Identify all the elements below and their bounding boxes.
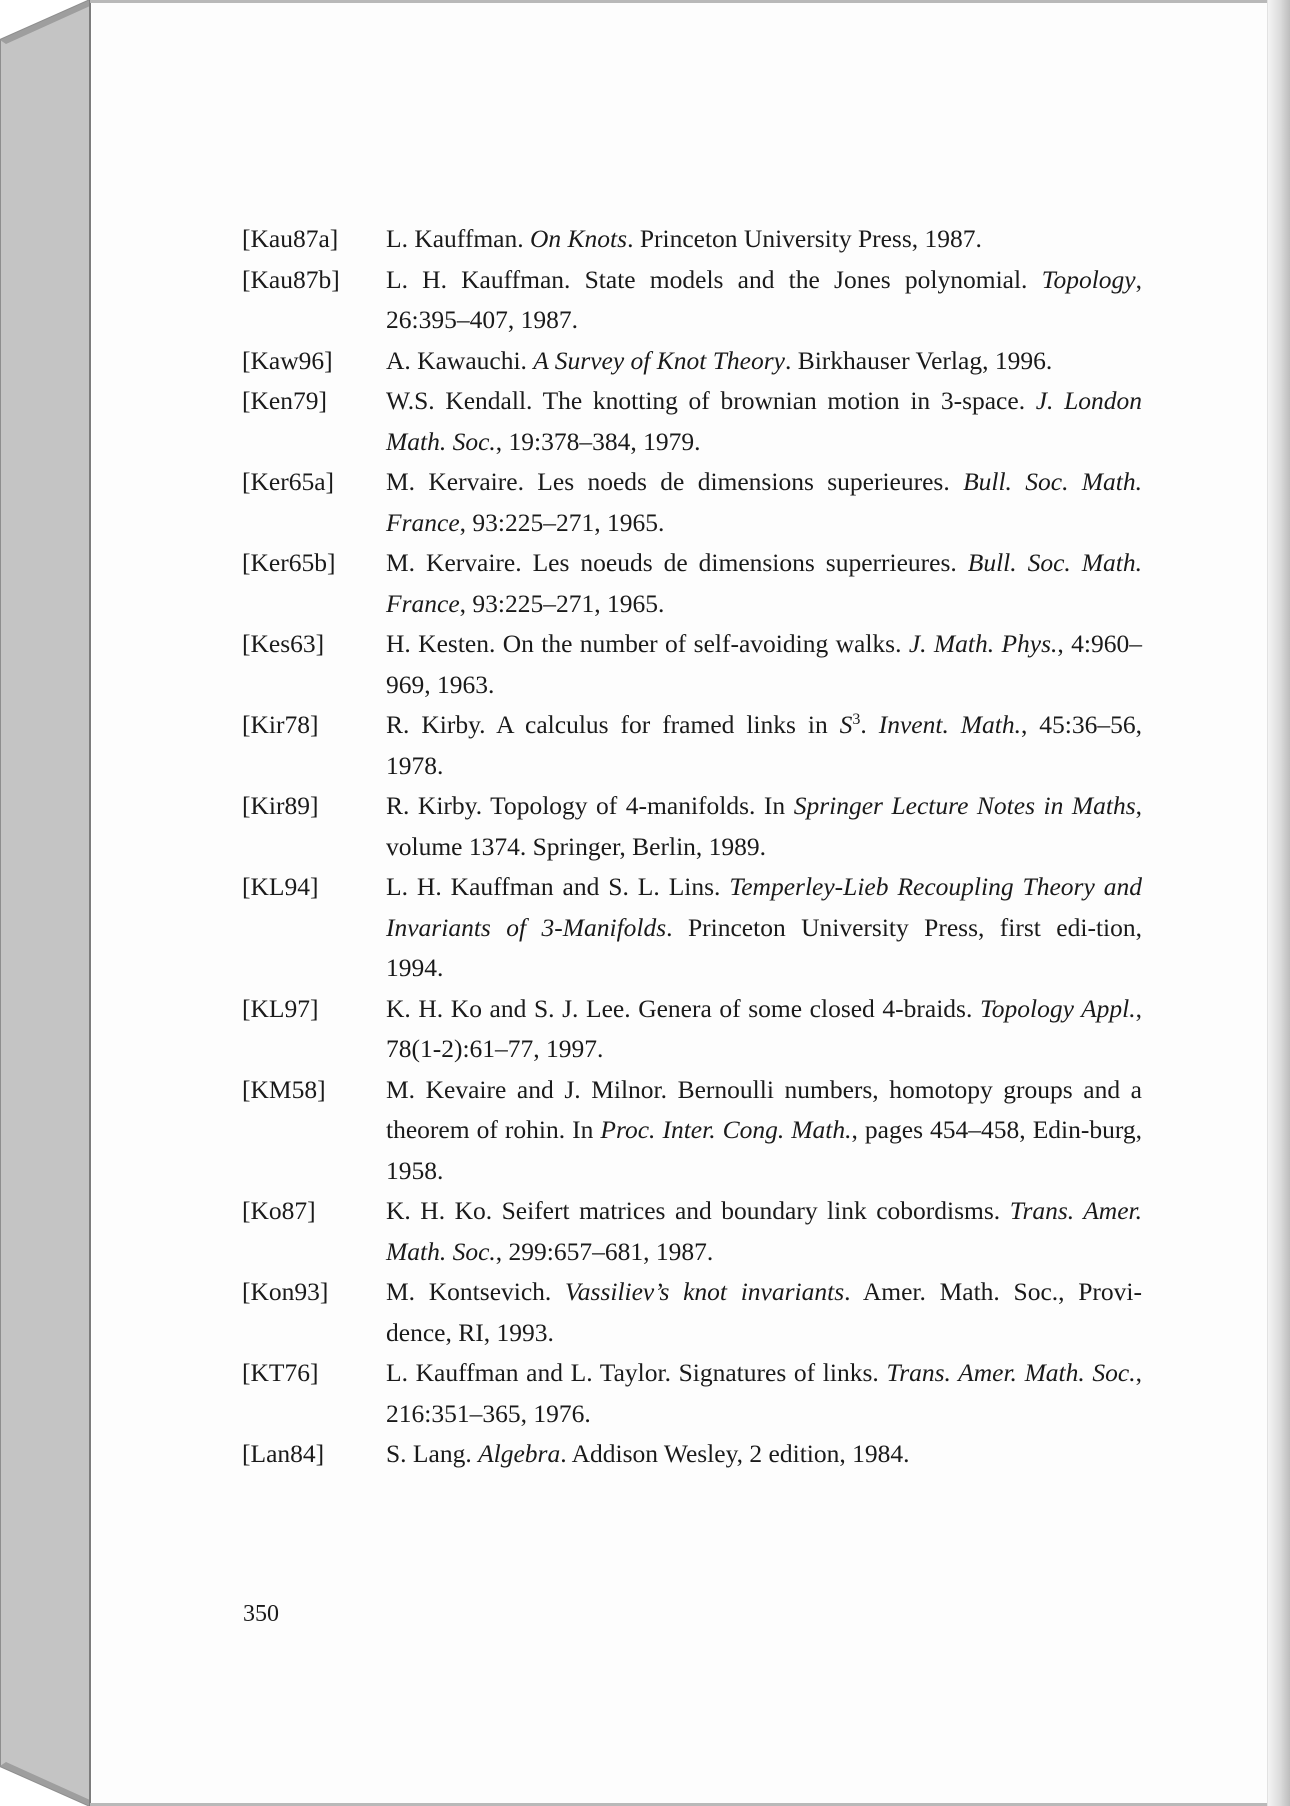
citation-text [386,1353,1142,1434]
citation-text-run: H. Kesten. On the number of self-avoiding walks. [386,629,909,658]
citation-text-run: , pages 454–458, Edin-burg, 1958. [386,1115,1143,1185]
citation-text-run: M. Kontsevich. [386,1277,566,1306]
citation-text-run: M. Kervaire. Les noeuds de dimensions superrieures. [386,548,968,577]
citation-text [386,1070,1142,1192]
bibliography-entry [242,1434,1142,1475]
citation-italic-text: Bull. Soc. Math. France [386,548,1142,618]
bibliography-entry [242,260,1142,341]
citation-text [386,624,1142,705]
bibliography-entry [242,341,1142,382]
citation-text-run: A. Kawauchi. [386,345,534,375]
citation-text-run: . Amer. Math. Soc., Provi-dence, RI, 1993. [386,1277,1142,1347]
bibliography-entry [242,1070,1142,1192]
citation-italic-text: J. London Math. Soc. [386,386,1143,456]
citation-italic-text: Algebra [478,1439,561,1468]
citation-key: [Ken79] [242,386,327,415]
bibliography-entry [242,543,1142,624]
citation-text [386,341,1142,382]
citation-text-run: K. H. Ko. Seifert matrices and boundary link cobordisms. [386,1196,1010,1225]
citation-key: [KM58] [242,1074,326,1104]
citation-text-run: L. Kauffman and L. Taylor. Signatures of links. [386,1358,887,1387]
citation-text-run: . Addison Wesley, 2 edition, 1984. [560,1439,910,1468]
citation-italic-text: Vassiliev’s knot invariants [565,1277,845,1306]
citation-italic-text: J. Math. Phys. [908,629,1058,658]
citation-text-run: L. H. Kauffman. State models and the Jones polynomial. [386,264,1042,294]
bibliography-entry [242,867,1142,989]
citation-text-run: , 19:378–384, 1979. [495,426,701,456]
citation-text-run: R. Kirby. Topology of 4-manifolds. In [386,791,794,820]
bibliography-entry [242,462,1142,543]
citation-text [386,989,1142,1070]
citation-key: [Kir78] [242,710,319,739]
citation-text-run: , 93:225–271, 1965. [459,588,665,618]
citation-key: [KL97] [242,993,319,1023]
citation-italic-text: Invent. Math. [878,710,1021,739]
citation-key: [Kau87a] [242,224,339,253]
citation-text-run: M. Kevaire and J. Milnor. Bernoulli numbers, homotopy groups and a theorem of rohin. In [386,1074,1142,1144]
citation-italic-text: Temperley-Lieb Recoupling Theory and Invariants of 3-Manifolds [386,872,1142,942]
bibliography-entry [242,989,1142,1070]
citation-text [386,462,1142,543]
citation-italic-text: Topology Appl. [979,993,1136,1023]
citation-key: [Ker65a] [242,467,335,496]
citation-text-run: , 78(1-2):61–77, 1997. [386,993,1142,1063]
citation-key: [Lan84] [242,1439,325,1468]
citation-text-run: L. H. Kauffman and S. L. Lins. [386,872,730,901]
page-right-edge [1267,0,1290,1806]
citation-text-run: . [860,710,879,739]
citation-text-run: . Princeton University Press, 1987. [627,224,982,253]
citation-key: [Kau87b] [242,264,340,294]
citation-text-run: K. H. Ko and S. J. Lee. Genera of some closed 4-braids. [386,993,980,1023]
citation-text-run: R. Kirby. A calculus for framed links in [386,710,840,739]
book-spine [0,0,92,1806]
citation-text [386,786,1142,867]
citation-text-run: , 45:36–56, 1978. [386,710,1142,780]
bibliography-entry [242,705,1142,786]
citation-text [386,1272,1142,1353]
citation-text-run: , 26:395–407, 1987. [386,264,1142,334]
citation-italic-text: On Knots [530,224,628,253]
citation-text-run: , 299:657–681, 1987. [495,1236,714,1266]
citation-italic-text: Topology [1041,264,1136,294]
book-page [92,3,1268,1803]
citation-text [386,219,1142,260]
citation-italic-text: A Survey of Knot Theory [533,345,785,375]
citation-key: [Kir89] [242,791,319,820]
citation-text-run: , 93:225–271, 1965. [459,507,665,537]
bibliography-entry [242,786,1142,867]
citation-text-run: , 216:351–365, 1976. [386,1358,1142,1428]
citation-italic-text: Trans. Amer. Math. Soc. [386,1196,1143,1266]
citation-text [386,543,1142,624]
citation-text [386,260,1142,341]
citation-text [386,381,1142,462]
citation-key: [KT76] [242,1358,319,1387]
citation-italic-text: S [839,710,853,739]
citation-italic-text: Bull. Soc. Math. France [386,467,1143,537]
bibliography-entry [242,1353,1142,1434]
bibliography-list [242,219,1142,1475]
citation-key: [KL94] [242,872,319,901]
citation-key: [Ker65b] [242,548,336,577]
citation-italic-text: Proc. Inter. Cong. Math. [600,1115,852,1144]
citation-text-run: . Birkhauser Verlag, 1996. [784,345,1053,375]
citation-text-run: M. Kervaire. Les noeds de dimensions superieures. [386,467,964,496]
bibliography-entry [242,1191,1142,1272]
bibliography-entry [242,381,1142,462]
citation-text-run: . Princeton University Press, first edi-tion, 1994. [386,912,1142,982]
citation-key: [Kaw96] [242,345,333,375]
citation-text-run: , 4:960–969, 1963. [386,629,1143,699]
citation-text [386,867,1142,989]
citation-key: [Kon93] [242,1277,329,1306]
citation-italic-text: Springer Lecture Notes in Maths [793,791,1136,820]
citation-text [386,705,1142,786]
citation-italic-text: Trans. Amer. Math. Soc. [886,1358,1136,1387]
citation-text-run: L. Kauffman. [386,224,530,253]
bibliography-entry [242,1272,1142,1353]
page-number: 350 [243,1601,279,1627]
bibliography-entry [242,624,1142,705]
citation-text-run: , volume 1374. Springer, Berlin, 1989. [386,791,1142,861]
citation-text [386,1191,1142,1272]
bibliography-entry [242,219,1142,260]
citation-superscript: 3 [852,711,861,728]
citation-text-run: S. Lang. [386,1439,479,1468]
citation-text-run: W.S. Kendall. The knotting of brownian motion in 3-space. [386,386,1036,415]
citation-text [386,1434,1142,1475]
citation-key: [Kes63] [242,629,325,658]
citation-key: [Ko87] [242,1196,316,1225]
